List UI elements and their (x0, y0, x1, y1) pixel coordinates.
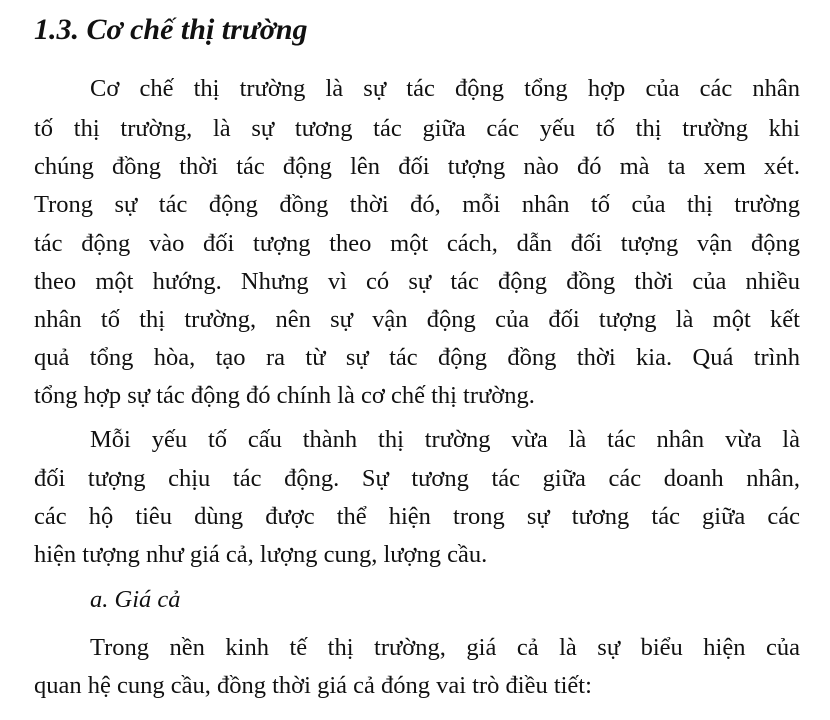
paragraph-line: Mỗi yếu tố cấu thành thị trường vừa là tác nhân vừa là (90, 426, 800, 453)
paragraph-line: chúng đồng thời tác động lên đối tượng nào đó mà ta xem xét. (34, 153, 800, 180)
paragraph-line: hiện tượng như giá cả, lượng cung, lượng cầu. (34, 541, 488, 568)
paragraph-line: nhân tố thị trường, nên sự vận động của đối tượng là một kết (34, 306, 800, 333)
paragraph-line: Cơ chế thị trường là sự tác động tổng hợp của các nhân (90, 75, 800, 102)
paragraph-line: các hộ tiêu dùng được thể hiện trong sự tương tác giữa các (34, 503, 800, 530)
paragraph-line: quan hệ cung cầu, đồng thời giá cả đóng vai trò điều tiết: (34, 672, 592, 699)
paragraph-line: tác động vào đối tượng theo một cách, dẫn đối tượng vận động (34, 230, 800, 257)
section-heading: 1.3. Cơ chế thị trường (34, 13, 308, 46)
subsection-heading: a. Giá cả (90, 586, 181, 613)
paragraph-line: tố thị trường, là sự tương tác giữa các yếu tố thị trường khi (34, 115, 800, 142)
paragraph-line: quả tổng hòa, tạo ra từ sự tác động đồng thời kia. Quá trình (34, 344, 800, 371)
paragraph-line: theo một hướng. Nhưng vì có sự tác động đồng thời của nhiều (34, 268, 800, 295)
paragraph-line: Trong nền kinh tế thị trường, giá cả là sự biểu hiện của (90, 634, 800, 661)
paragraph-line: đối tượng chịu tác động. Sự tương tác giữa các doanh nhân, (34, 465, 800, 492)
paragraph-line: tổng hợp sự tác động đó chính là cơ chế thị trường. (34, 382, 535, 409)
paragraph-line: Trong sự tác động đồng thời đó, mỗi nhân tố của thị trường (34, 191, 800, 218)
